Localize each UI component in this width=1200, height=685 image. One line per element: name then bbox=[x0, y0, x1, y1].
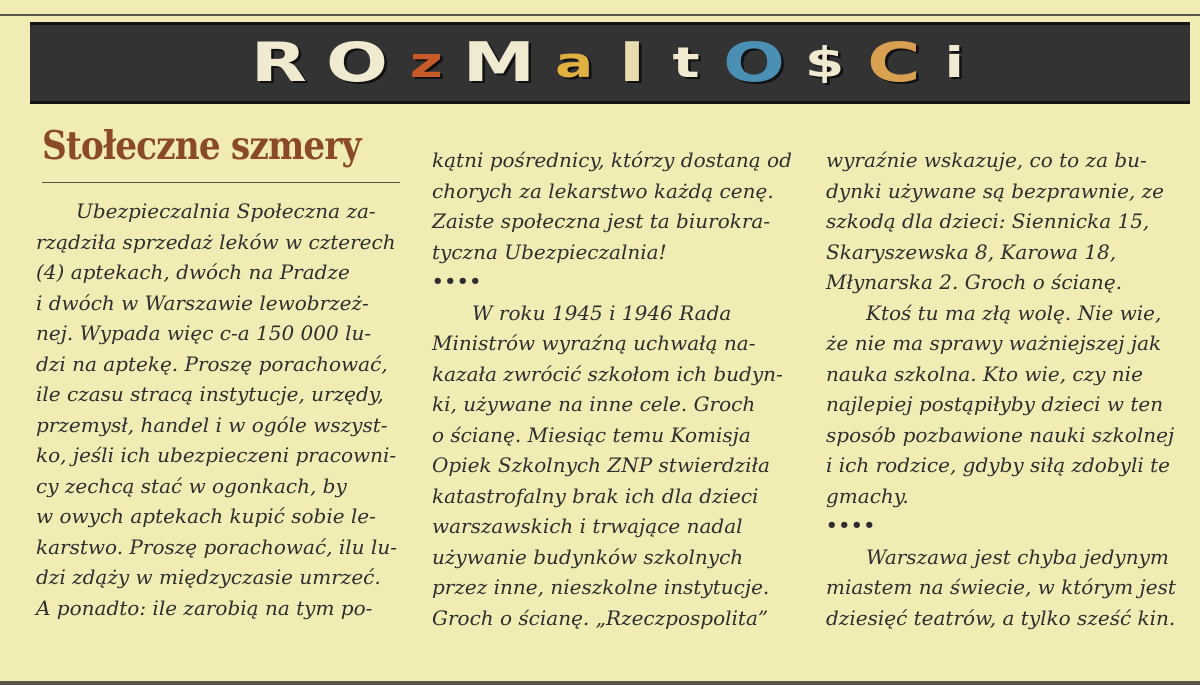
banner-letter: O bbox=[325, 31, 388, 94]
text-line: dziesięć teatrów, a tylko sześć kin. bbox=[826, 605, 1176, 630]
text-line: Warszawa jest chyba jedynym bbox=[866, 544, 1169, 569]
text-line: Ktoś tu ma złą wolę. Nie wie, bbox=[866, 300, 1162, 325]
banner-letter: M bbox=[462, 31, 536, 94]
section-separator: •••• bbox=[826, 515, 877, 536]
text-line: dzi na aptekę. Proszę porachować, bbox=[36, 351, 388, 376]
text-line: ile czasu stracą instytucje, urzędy, bbox=[36, 382, 384, 406]
text-line: wyraźnie wskazuje, co to za bu- bbox=[826, 148, 1147, 172]
banner-letter: O bbox=[722, 31, 785, 94]
text-line: gmachy. bbox=[826, 483, 909, 508]
text-line: karstwo. Proszę porachować, ilu lu- bbox=[36, 534, 397, 559]
banner-letter: t bbox=[672, 38, 701, 87]
banner-letter: z bbox=[409, 38, 443, 87]
text-line: Opiek Szkolnych ZNP stwierdziła bbox=[432, 453, 770, 477]
text-line: ki, używane na inne cele. Groch bbox=[432, 392, 756, 416]
text-line: rządziła sprzedaż leków w czterech bbox=[36, 229, 396, 254]
page-top-rule bbox=[0, 0, 1200, 16]
banner-letter: C bbox=[866, 31, 921, 94]
text-line: że nie ma sprawy ważniejszej jak bbox=[826, 331, 1162, 355]
section-separator: •••• bbox=[432, 271, 483, 292]
text-line: ko, jeśli ich ubezpieczeni pracowni- bbox=[36, 443, 397, 467]
page-bottom-rule bbox=[0, 681, 1200, 685]
text-line: (4) aptekach, dwóch na Pradze bbox=[36, 260, 350, 284]
text-line: Ubezpieczalnia Społeczna za- bbox=[76, 199, 376, 223]
article-column-1 bbox=[36, 196, 408, 623]
title-underline bbox=[42, 182, 400, 183]
text-line: najlepiej postąpiłyby dzieci w ten bbox=[826, 392, 1164, 416]
text-line: kazała zwrócić szkołom ich budyn- bbox=[432, 361, 783, 386]
text-line: przez inne, nieszkolne instytucje. bbox=[432, 575, 770, 599]
text-line: warszawskich i trwające nadal bbox=[432, 514, 743, 538]
banner-letter: R bbox=[251, 31, 308, 94]
text-line: i dwóch w Warszawie lewobrzeż- bbox=[36, 290, 369, 315]
banner-letter: a bbox=[555, 38, 594, 87]
text-line: Młynarska 2. Groch o ścianę. bbox=[826, 270, 1123, 294]
text-line: chorych za lekarstwo każdą cenę. bbox=[432, 178, 774, 203]
text-line: Ministrów wyraźną uchwałą na- bbox=[432, 331, 756, 355]
text-line: A ponadto: ile zarobią na tym po- bbox=[36, 595, 373, 620]
banner-letter: I bbox=[618, 31, 646, 94]
text-line: i ich rodzice, gdyby siłą zdobyli te bbox=[826, 453, 1170, 477]
article-column-3 bbox=[826, 145, 1186, 633]
text-line: cy zechcą stać w ogonkach, by bbox=[36, 473, 347, 498]
text-line: kątni pośrednicy, którzy dostaną od bbox=[432, 148, 792, 172]
text-line: dynki używane są bezprawnie, ze bbox=[826, 178, 1165, 203]
text-line: Groch o ścianę. „Rzeczpospolita” bbox=[432, 605, 769, 630]
text-line: w owych aptekach kupić sobie le- bbox=[36, 504, 376, 528]
text-line: W roku 1945 i 1946 Rada bbox=[472, 300, 732, 325]
section-banner bbox=[30, 22, 1190, 104]
text-line: o ścianę. Miesiąc temu Komisja bbox=[432, 422, 751, 447]
text-line: szkodą dla dzieci: Siennicka 15, bbox=[826, 209, 1150, 233]
article-title: Stołeczne szmery bbox=[42, 123, 361, 169]
text-line: tyczna Ubezpieczalnia! bbox=[432, 239, 667, 264]
text-line: dzi zdąży w międzyczasie umrzeć. bbox=[36, 565, 381, 589]
text-line: przemysł, handel i w ogóle wszyst- bbox=[36, 412, 388, 437]
text-line: miastem na świecie, w którym jest bbox=[826, 575, 1176, 599]
text-line: nauka szkolna. Kto wie, czy nie bbox=[826, 361, 1143, 386]
text-line: Skaryszewska 8, Karowa 18, bbox=[826, 239, 1117, 264]
banner-letter: i bbox=[944, 38, 965, 87]
banner-letters bbox=[30, 25, 1190, 101]
text-line: katastrofalny brak ich dla dzieci bbox=[432, 483, 759, 508]
text-line: Zaiste społeczna jest ta biurokra- bbox=[432, 209, 771, 233]
article-column-2 bbox=[432, 145, 794, 633]
text-line: sposób pozbawione nauki szkolnej bbox=[826, 422, 1175, 447]
text-line: nej. Wypada więc c-a 150 000 lu- bbox=[36, 321, 372, 345]
text-line: używanie budynków szkolnych bbox=[432, 544, 744, 569]
banner-letter: $ bbox=[805, 38, 845, 87]
